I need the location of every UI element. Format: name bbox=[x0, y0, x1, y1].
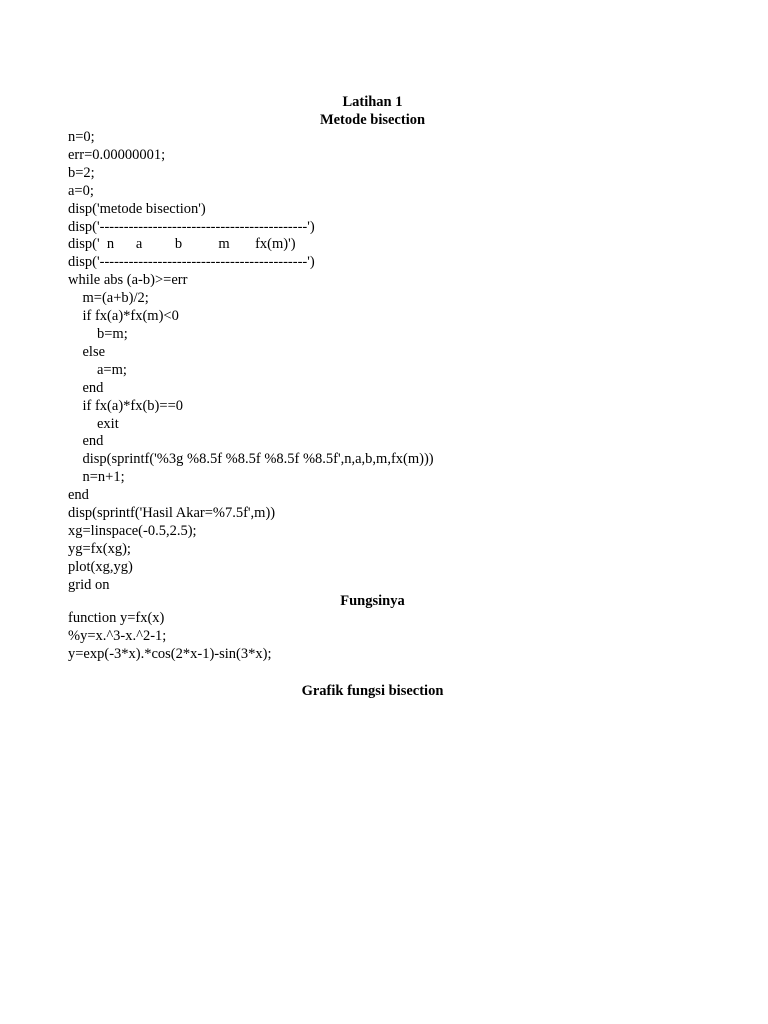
code-line: disp('-------------------------------------------') bbox=[68, 254, 315, 271]
code-line: grid on bbox=[68, 576, 110, 593]
code-line: disp('metode bisection') bbox=[68, 200, 206, 217]
code-line: a=m; bbox=[68, 361, 127, 378]
code-line: xg=linspace(-0.5,2.5); bbox=[68, 522, 197, 539]
section-heading-fungsinya: Fungsinya bbox=[340, 593, 405, 609]
code-line: b=2; bbox=[68, 164, 95, 181]
function-code-listing bbox=[68, 610, 271, 664]
code-line: err=0.00000001; bbox=[68, 146, 166, 163]
main-code-listing bbox=[68, 129, 434, 595]
section-heading-grafik: Grafik fungsi bisection bbox=[301, 683, 444, 699]
code-line: while abs (a-b)>=err bbox=[68, 272, 188, 289]
code-line: if fx(a)*fx(m)<0 bbox=[68, 308, 179, 325]
code-line: else bbox=[68, 343, 106, 360]
code-line: end bbox=[68, 379, 104, 396]
code-line: n=n+1; bbox=[68, 469, 125, 486]
code-line: disp(' n a b m fx(m)') bbox=[68, 236, 296, 253]
code-line: m=(a+b)/2; bbox=[68, 290, 149, 307]
code-line: b=m; bbox=[68, 325, 128, 342]
code-line: n=0; bbox=[68, 129, 95, 145]
code-line: %y=x.^3-x.^2-1; bbox=[68, 627, 167, 644]
code-line: disp(sprintf('Hasil Akar=%7.5f',m)) bbox=[68, 505, 276, 522]
document-subtitle: Metode bisection bbox=[319, 112, 426, 128]
code-line: y=exp(-3*x).*cos(2*x-1)-sin(3*x); bbox=[68, 645, 272, 662]
code-line: a=0; bbox=[68, 182, 94, 199]
code-line: exit bbox=[68, 415, 119, 432]
document-title: Latihan 1 bbox=[342, 94, 403, 110]
code-line: yg=fx(xg); bbox=[68, 540, 131, 557]
code-line: end bbox=[68, 433, 104, 450]
code-line: disp('-------------------------------------------') bbox=[68, 218, 315, 235]
code-line: plot(xg,yg) bbox=[68, 558, 133, 575]
code-line: function y=fx(x) bbox=[68, 610, 165, 626]
code-line: if fx(a)*fx(b)==0 bbox=[68, 397, 183, 414]
code-line: end bbox=[68, 487, 89, 504]
code-line: disp(sprintf('%3g %8.5f %8.5f %8.5f %8.5f',n,a,b,m,fx(m))) bbox=[68, 451, 434, 468]
